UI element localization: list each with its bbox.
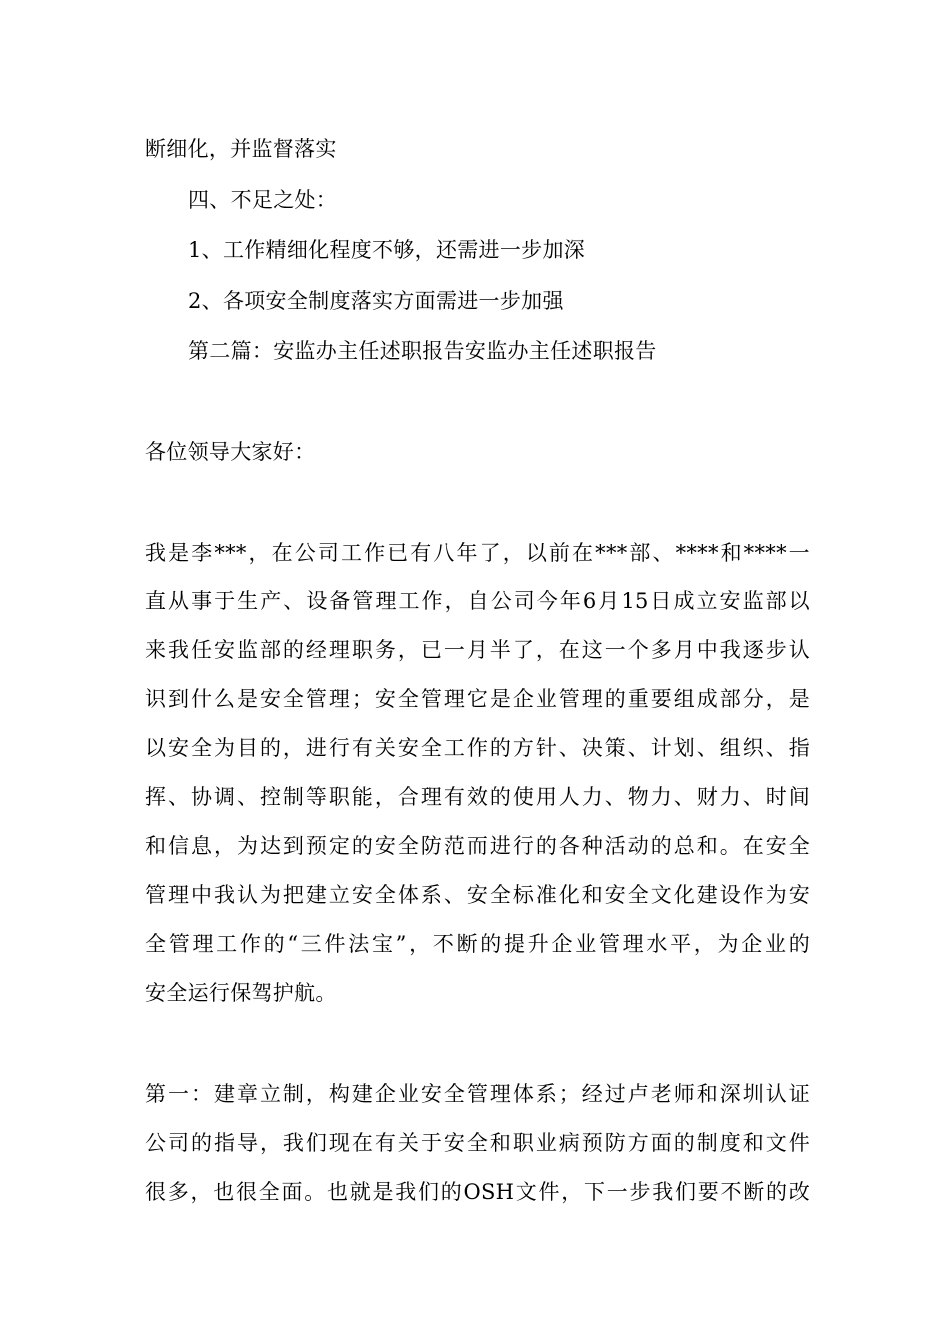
paragraph-line: 直从事于生产、设备管理工作，自公司今年6月15日成立安监部以 bbox=[145, 589, 810, 613]
paragraph-line: 管理中我认为把建立安全体系、安全标准化和安全文化建设作为安 bbox=[145, 883, 810, 907]
paragraph-line: 安全运行保驾护航。 bbox=[145, 981, 337, 1005]
paragraph-line: 公司的指导，我们现在有关于安全和职业病预防方面的制度和文件 bbox=[145, 1131, 810, 1155]
list-item: 1、工作精细化程度不够，还需进一步加深 bbox=[188, 238, 586, 262]
paragraph-line: 第一：建章立制，构建企业安全管理体系；经过卢老师和深圳认证 bbox=[145, 1082, 810, 1106]
paragraph-line: 识到什么是安全管理；安全管理它是企业管理的重要组成部分，是 bbox=[145, 687, 810, 711]
paragraph-line: 以安全为目的，进行有关安全工作的方针、决策、计划、组织、指 bbox=[145, 736, 810, 760]
greeting: 各位领导大家好： bbox=[145, 440, 316, 464]
section-heading: 四、不足之处： bbox=[188, 188, 338, 212]
paragraph-line: 来我任安监部的经理职务，已一月半了，在这一个多月中我逐步认 bbox=[145, 638, 810, 662]
chapter-title: 第二篇：安监办主任述职报告安监办主任述职报告 bbox=[188, 339, 657, 363]
paragraph-line: 我是李***，在公司工作已有八年了，以前在***部、****和****一 bbox=[145, 541, 810, 565]
paragraph-line: 全管理工作的“三件法宝”，不断的提升企业管理水平，为企业的 bbox=[145, 932, 810, 956]
list-item: 2、各项安全制度落实方面需进一步加强 bbox=[188, 289, 564, 313]
continuation-line: 断细化，并监督落实 bbox=[145, 137, 337, 161]
paragraph-line: 挥、协调、控制等职能，合理有效的使用人力、物力、财力、时间 bbox=[145, 785, 810, 809]
paragraph-line: 和信息，为达到预定的安全防范而进行的各种活动的总和。在安全 bbox=[145, 834, 810, 858]
paragraph-line: 很多，也很全面。也就是我们的OSH文件，下一步我们要不断的改 bbox=[145, 1180, 810, 1204]
